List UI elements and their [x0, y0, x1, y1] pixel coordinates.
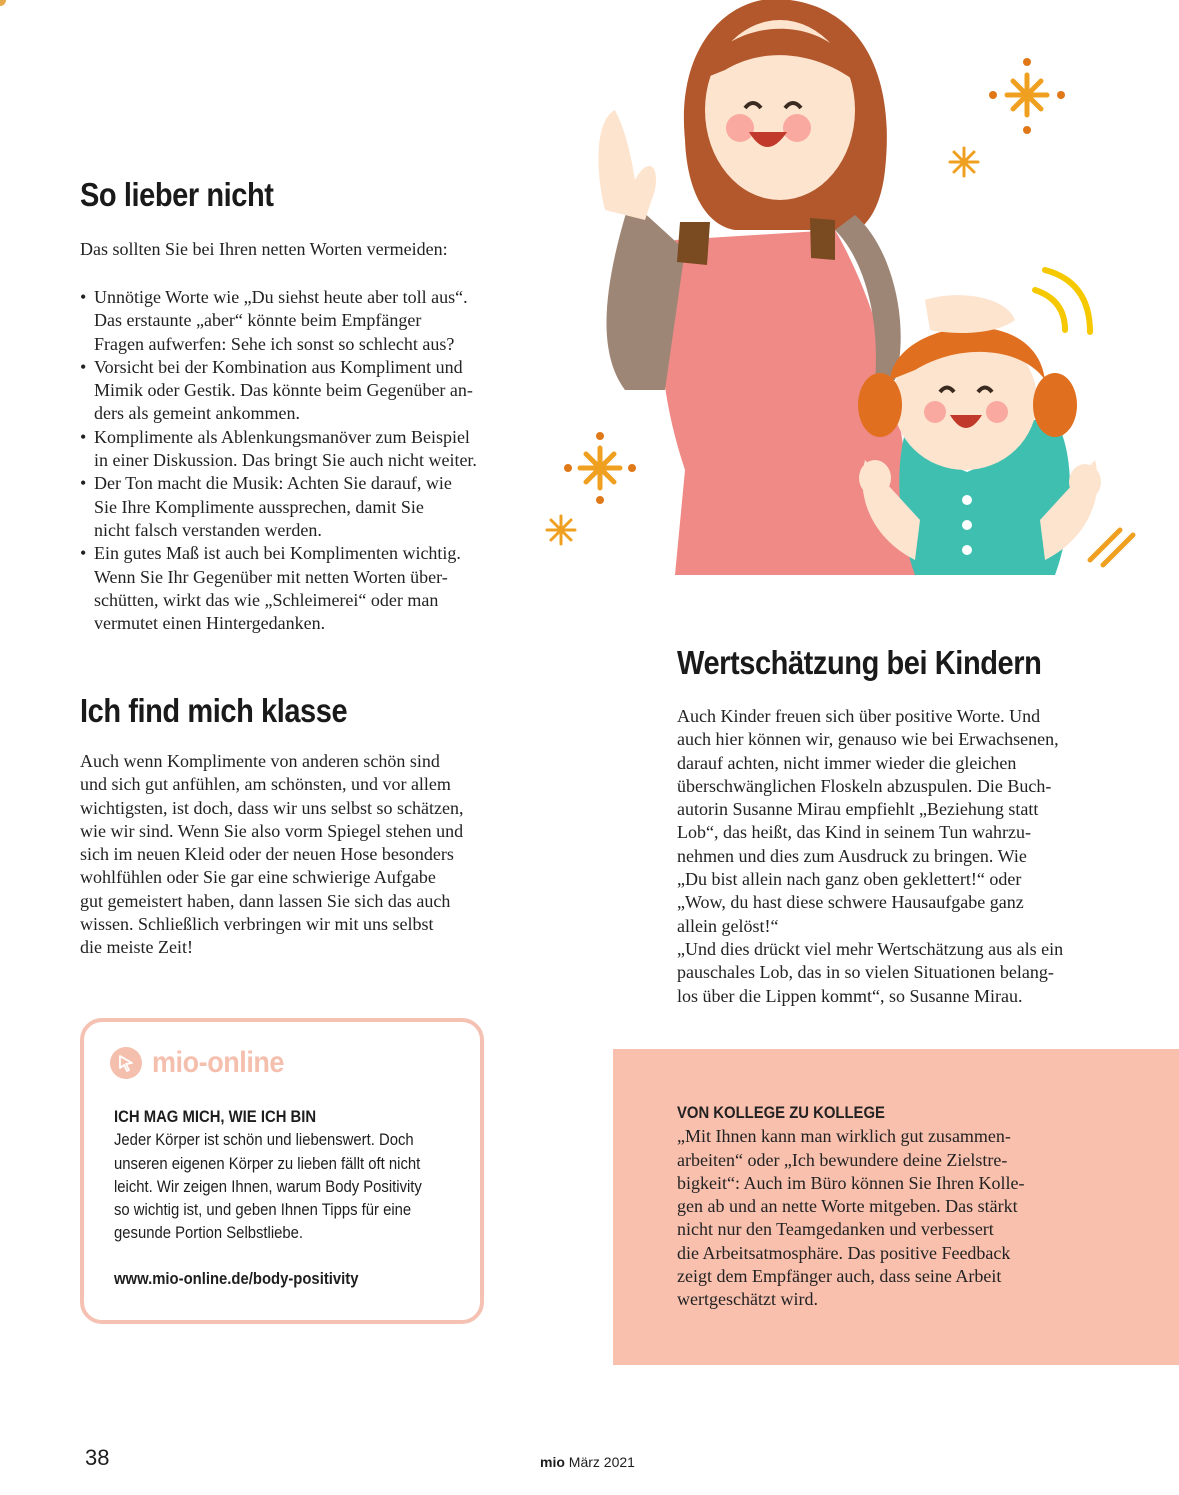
- section-body-wertschaetzung: Auch Kinder freuen sich über positive Worte. Und auch hier können wir, genauso wie bei Erwachsenen, darauf achten, nicht immer wieder die gleichen überschwänglichen Floskeln abzuspulen. Die Buch- autorin Susanne Mirau empfiehlt „Beziehung statt Lob“, das heißt, das Kind in seinem Tun wahrzu- nehmen und dies zum Ausdruck zu bringen. Wie „Du bist allein nach ganz oben geklettert!“ oder „Wow, du hast diese schwere Hausaufgabe ganz allein gelöst!“ „Und dies drückt viel mehr Wertschätzung aus als ein pauschales Lob, das in so vielen Situationen belang- los über die Lippen kommt“, so Susanne Mirau.: [677, 706, 1064, 1006]
- cursor-icon: [110, 1047, 142, 1079]
- sparkle-icon: [1007, 75, 1047, 115]
- sparkle-icon: [580, 448, 620, 488]
- body-positivity-link[interactable]: www.mio-online.de/body-positivity: [114, 1269, 359, 1288]
- section-body-ich-find-mich-klasse: Auch wenn Komplimente von anderen schön sind und sich gut anfühlen, am schönsten, und vor allem wichtigsten, ist doch, dass wir uns selbst so schätzen, wie wir sind. Wenn Sie also vorm Spiegel stehen und sich im neuen Kleid oder der neuen Hose besonders wohlfühlen oder Sie gar eine schwierige Aufgabe gut gemeistert haben, dann lassen Sie sich das auch wissen. Schließlich verbringen wir mit uns selbst die meiste Zeit!: [80, 751, 464, 958]
- box-heading: VON KOLLEGE ZU KOLLEGE: [677, 1104, 885, 1122]
- sparkle-icon: [950, 148, 978, 176]
- list-item: • Komplimente als Ablenkungsmanöver zum Beispiel in einer Diskussion. Das bringt Sie auch nicht weiter.: [80, 426, 477, 473]
- sparkle-icon: [547, 516, 575, 544]
- section-title-wertschaetzung: Wertschätzung bei Kindern: [677, 644, 1042, 681]
- mio-online-logo: [110, 1046, 299, 1080]
- kollege-box: VON KOLLEGE ZU KOLLEGE „Mit Ihnen kann man wirklich gut zusammen- arbeiten“ oder „Ich bewundere deine Zielstre- bigkeit“: Auch im Büro können Sie Ihren Kolle- gen ab und an nette Worte mitgeben. Das stärkt nicht nur den Teamgedanken und verbessert die Arbeitsatmosphäre. Das positive Feedback zeigt dem Empfänger auch, dass seine Arbeit wertgeschätzt wird.: [613, 1049, 1179, 1365]
- list-item: • Vorsicht bei der Kombination aus Kompliment und Mimik oder Gestik. Das könnte beim Gegenüber an- ders als gemeint ankommen.: [80, 356, 477, 426]
- magazine-name: mio: [540, 1454, 565, 1470]
- footer-issue: [540, 1454, 635, 1470]
- section-title-ich-find-mich-klasse: Ich find mich klasse: [80, 692, 348, 729]
- box-heading: ICH MAG MICH, WIE ICH BIN: [114, 1108, 317, 1126]
- corner-mark: [0, 0, 6, 6]
- section-intro: Das sollten Sie bei Ihren netten Worten vermeiden:: [80, 239, 448, 259]
- mio-online-box: mio-online ICH MAG MICH, WIE ICH BIN Jeder Körper ist schön und liebenswert. Doch unseren eigenen Körper zu lieben fällt oft nicht leicht. Wir zeigen Ihnen, warum Body Positivity so wichtig ist, und geben Ihnen Tipps für eine gesunde Portion Selbstliebe. www.mio-online.de/body-positivity: [80, 1018, 484, 1324]
- list-item: • Unnötige Worte wie „Du siehst heute aber toll aus“. Das erstaunte „aber“ könnte beim Empfänger Fragen aufwerfen: Sehe ich sonst so schlecht aus?: [80, 286, 477, 356]
- section-title-so-lieber-nicht: So lieber nicht: [80, 176, 274, 213]
- issue-date: März 2021: [568, 1454, 635, 1470]
- page-number: 38: [85, 1445, 110, 1470]
- brand-name: mio-online: [152, 1046, 284, 1079]
- list-item: • Der Ton macht die Musik: Achten Sie darauf, wie Sie Ihre Komplimente aussprechen, damit Sie nicht falsch verstanden werden.: [80, 472, 477, 542]
- list-item: • Ein gutes Maß ist auch bei Komplimenten wichtig. Wenn Sie Ihr Gegenüber mit netten Worten über- schütten, wirkt das wie „Schleimerei“ oder man vermutet einen Hintergedanken.: [80, 542, 477, 635]
- mother-child-illustration: [535, 0, 1179, 590]
- tips-list: [80, 286, 477, 635]
